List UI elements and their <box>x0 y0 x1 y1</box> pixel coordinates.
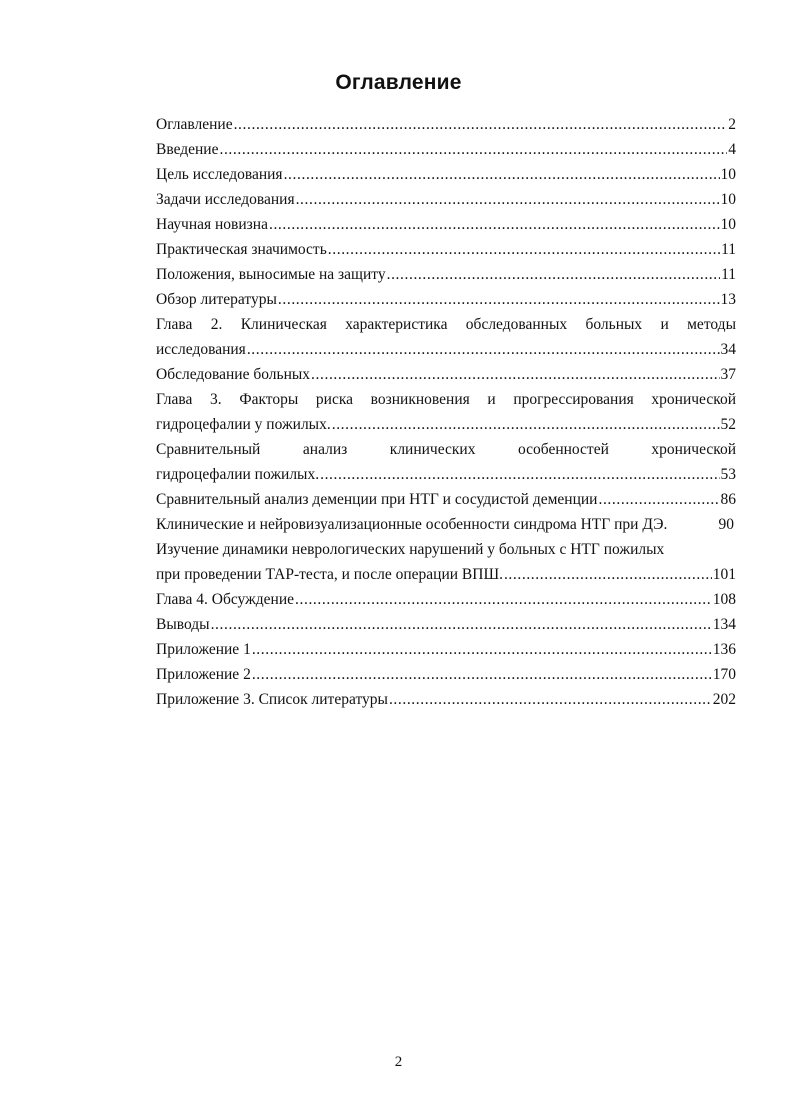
dot-leader <box>296 187 720 212</box>
toc-entry-page: 10 <box>720 191 736 208</box>
dot-leader <box>252 637 712 662</box>
toc-entry-label: Научная новизна <box>156 216 268 233</box>
toc-entry-label: Практическая значимость <box>156 241 327 258</box>
toc-entry-page: 4 <box>728 141 736 158</box>
toc-entry-page: 101 <box>712 566 736 583</box>
toc-entry-label: Задачи исследования <box>156 191 295 208</box>
toc-entry-page: 202 <box>712 691 736 708</box>
toc-entry-label: Приложение 3. Список литературы <box>156 691 388 708</box>
toc-entry-introduction <box>156 137 736 162</box>
toc-entry-page: 90 <box>718 516 734 533</box>
dot-leader <box>504 562 712 587</box>
dot-leader <box>328 237 720 262</box>
toc-entry-label: Положения, выносимые на защиту <box>156 266 386 283</box>
toc-entry-label: Оглавление <box>156 116 233 133</box>
dot-leader <box>247 337 720 362</box>
table-of-contents <box>156 112 736 712</box>
toc-entry-dynamics <box>156 562 736 587</box>
toc-entry-research-tasks <box>156 187 736 212</box>
toc-entry-page: 52 <box>720 416 736 433</box>
dot-leader <box>278 287 720 312</box>
toc-entry-novelty <box>156 212 736 237</box>
toc-entry-label: Сравнительный анализ деменции при НТГ и сосудистой деменции <box>156 491 598 508</box>
toc-entry-page: 10 <box>720 216 736 233</box>
toc-entry-contents <box>156 112 736 137</box>
toc-entry-page: 86 <box>720 491 736 508</box>
toc-entry-page: 11 <box>721 266 736 283</box>
toc-entry-appendix-3 <box>156 687 736 712</box>
dot-leader <box>295 587 712 612</box>
toc-entry-chapter-3-line1: Глава 3. Факторы риска возникновения и прогрессирования хронической <box>156 391 736 408</box>
toc-entry-page: 170 <box>712 666 736 683</box>
dot-leader <box>252 662 712 687</box>
toc-entry-patient-examination <box>156 362 736 387</box>
dot-leader <box>320 462 719 487</box>
toc-entry-chapter-4 <box>156 587 736 612</box>
toc-entry-label: Обзор литературы <box>156 291 277 308</box>
toc-entry-page: 34 <box>720 341 736 358</box>
toc-entry-dynamics-line1: Изучение динамики неврологических нарушений у больных с НТГ пожилых <box>156 541 665 558</box>
toc-entry-appendix-1 <box>156 637 736 662</box>
toc-entry-literature-review <box>156 287 736 312</box>
toc-entry-label: Глава 4. Обсуждение <box>156 591 295 608</box>
dot-leader <box>234 112 728 137</box>
toc-entry-page: 37 <box>720 366 736 383</box>
dot-leader <box>598 487 719 512</box>
toc-entry-label: при проведении ТАР-теста, и после операции ВПШ. <box>156 566 503 583</box>
page-number: 2 <box>394 1054 403 1070</box>
toc-entry-chapter-2 <box>156 337 736 362</box>
dot-leader <box>211 612 712 637</box>
toc-entry-dementia-analysis <box>156 487 736 512</box>
dot-leader <box>269 212 720 237</box>
toc-entry-label: гидроцефалии у пожилых. <box>156 416 331 433</box>
toc-entry-defense-provisions <box>156 262 736 287</box>
dot-leader <box>387 262 720 287</box>
toc-entry-page: 136 <box>712 641 736 658</box>
toc-entry-label: Приложение 2 <box>156 666 251 683</box>
toc-entry-page: 134 <box>712 616 736 633</box>
toc-entry-chapter-2-line1: Глава 2. Клиническая характеристика обследованных больных и методы <box>156 316 736 333</box>
toc-entry-practical-significance <box>156 237 736 262</box>
toc-entry-comparative-analysis <box>156 462 736 487</box>
toc-entry-label: Выводы <box>156 616 210 633</box>
toc-entry-label: Обследование больных <box>156 366 311 383</box>
toc-entry-page: 11 <box>721 241 736 258</box>
toc-entry-label: исследования <box>156 341 246 358</box>
toc-entry-comparative-analysis-line1: Сравнительный анализ клинических особенностей хронической <box>156 441 736 458</box>
toc-entry-label: Введение <box>156 141 219 158</box>
toc-entry-label: Клинические и нейровизуализационные особенности синдрома НТГ при ДЭ. <box>156 516 668 533</box>
dot-leader <box>311 362 719 387</box>
toc-entry-page: 53 <box>720 466 736 483</box>
dot-leader <box>284 162 720 187</box>
dot-leader <box>389 687 712 712</box>
toc-entry-page: 10 <box>720 166 736 183</box>
page-title: Оглавление <box>335 71 462 94</box>
toc-entry-page: 2 <box>728 116 736 133</box>
toc-entry-page: 108 <box>712 591 736 608</box>
toc-entry-label: Приложение 1 <box>156 641 251 658</box>
toc-entry-conclusions <box>156 612 736 637</box>
toc-entry-appendix-2 <box>156 662 736 687</box>
toc-entry-neuroimaging <box>156 512 736 537</box>
toc-entry-label: гидроцефалии пожилых. <box>156 466 320 483</box>
dot-leader <box>332 412 720 437</box>
toc-entry-research-goal <box>156 162 736 187</box>
toc-entry-label: Цель исследования <box>156 166 283 183</box>
toc-entry-page: 13 <box>720 291 736 308</box>
dot-leader <box>219 137 727 162</box>
toc-entry-chapter-3 <box>156 412 736 437</box>
